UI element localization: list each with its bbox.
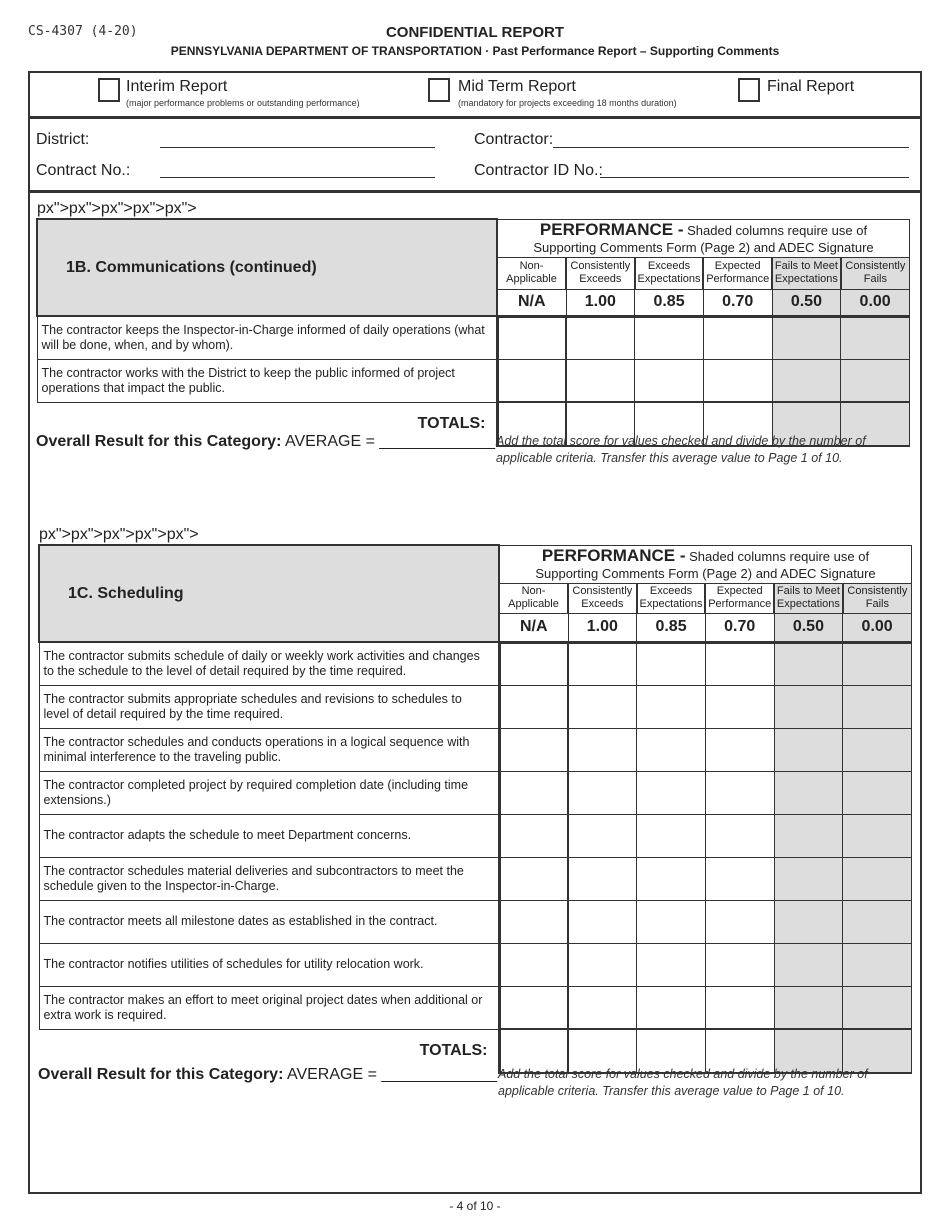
- rating-cell[interactable]: [497, 359, 566, 402]
- overall-result-label: Overall Result for this Category:: [36, 433, 282, 450]
- rating-cell[interactable]: [703, 316, 772, 359]
- rating-cell[interactable]: [843, 642, 912, 685]
- rating-cell[interactable]: [843, 900, 912, 943]
- column-value: 0.70: [703, 289, 772, 316]
- rating-cell[interactable]: [705, 986, 774, 1029]
- column-value: 1.00: [568, 613, 637, 642]
- average-field[interactable]: AVERAGE = _____________: [286, 1066, 498, 1083]
- criteria-text: The contractor makes an effort to meet original project dates when additional or extra work is required.: [39, 986, 499, 1029]
- criteria-row: [39, 685, 912, 728]
- contractor-id-field[interactable]: [600, 177, 909, 178]
- rating-cell[interactable]: [843, 857, 912, 900]
- rating-cell[interactable]: [568, 900, 637, 943]
- column-value: N/A: [497, 289, 566, 316]
- divider: [28, 190, 922, 193]
- column-label: Expected Performance: [703, 257, 772, 289]
- criteria-text: The contractor submits appropriate schedules and revisions to schedules to level of detail required by the time required.: [39, 685, 499, 728]
- final-report-checkbox[interactable]: [738, 78, 760, 102]
- criteria-row: [39, 814, 912, 857]
- rating-cell[interactable]: [705, 814, 774, 857]
- section-title: 1C. Scheduling: [39, 545, 499, 642]
- contract-no-field[interactable]: [160, 177, 435, 178]
- rating-cell[interactable]: [774, 857, 843, 900]
- rating-cell[interactable]: [774, 771, 843, 814]
- mid-term-report-label: Mid Term Report: [458, 78, 576, 95]
- rating-cell[interactable]: [705, 642, 774, 685]
- rating-cell[interactable]: [568, 728, 637, 771]
- criteria-row: [39, 943, 912, 986]
- district-field[interactable]: [160, 147, 435, 148]
- contractor-field[interactable]: [553, 147, 909, 148]
- rating-cell[interactable]: [705, 943, 774, 986]
- column-label: Fails to Meet Expectations: [772, 257, 841, 289]
- contractor-id-label: Contractor ID No.:: [474, 162, 603, 179]
- rating-cell[interactable]: [774, 685, 843, 728]
- rating-cell[interactable]: [635, 316, 704, 359]
- rating-cell[interactable]: [705, 771, 774, 814]
- rating-cell[interactable]: [774, 900, 843, 943]
- criteria-text: The contractor schedules and conducts operations in a logical sequence with minimal interference to the traveling public.: [39, 728, 499, 771]
- interim-report-checkbox[interactable]: [98, 78, 120, 102]
- performance-title-rest: Shaded columns require use of: [687, 222, 868, 238]
- column-label: Exceeds Expectations: [635, 257, 704, 289]
- column-value: 1.00: [566, 289, 635, 316]
- average-field[interactable]: AVERAGE = _____________: [284, 433, 496, 450]
- rating-cell[interactable]: [568, 771, 637, 814]
- criteria-text: The contractor adapts the schedule to meet Department concerns.: [39, 814, 499, 857]
- performance-table: px">px">px">px">px">1C. Scheduling PERFORMANCE - Shaded columns require use of Supporting Comments Form (Page 2) and ADEC Signature Non- Applicable Consistently Exceeds Exceeds Expectations Expected Performance Fails to Meet Expectations Consistently Fails N/A 1.00 0.85 0.70 0.50 0.00 The contractor submits schedule of daily or weekly work activities and changes to the schedule to the level of detail required by the time required. The contractor submits appropriate schedules and revisions to schedules to level of detail required by the time required. The contractor schedules and conducts operations in a logical sequence with minimal interference to the traveling public. The contractor completed project by required completion date (including time extensions.) The contractor adapts the schedule to meet Department concerns. The contractor schedules material deliveries and subcontractors to meet the schedule given to the Inspector-in-Charge. The contractor meets all milestone dates as established in the contract. The contractor notifies utilities of schedules for utility relocation work. The contractor makes an effort to meet original project dates when additional or extra work is required. TOTALS:: [38, 526, 912, 1074]
- rating-cell[interactable]: [568, 857, 637, 900]
- performance-title: PERFORMANCE -: [539, 219, 684, 239]
- column-label: Consistently Fails: [843, 583, 912, 613]
- column-label: Expected Performance: [705, 583, 774, 613]
- criteria-text: The contractor schedules material deliveries and subcontractors to meet the schedule given to the Inspector-in-Charge.: [39, 857, 499, 900]
- rating-cell[interactable]: [637, 943, 706, 986]
- contractor-label: Contractor:: [474, 131, 554, 148]
- rating-cell[interactable]: [843, 728, 912, 771]
- rating-cell[interactable]: [637, 900, 706, 943]
- interim-report-note: (major performance problems or outstanding performance): [126, 98, 360, 108]
- overall-note: Add the total score for values checked and divide by the number of applicable criteria. Transfer this average value to Page 1 of 10.: [498, 1067, 868, 1098]
- form-number: CS-4307 (4-20): [28, 24, 138, 39]
- criteria-text: The contractor meets all milestone dates as established in the contract.: [39, 900, 499, 943]
- page-subtitle: PENNSYLVANIA DEPARTMENT OF TRANSPORTATION · Past Performance Report – Supporting Comments: [170, 44, 780, 58]
- performance-title-line2: Supporting Comments Form (Page 2) and ADEC Signature: [535, 565, 876, 581]
- section-title: 1B. Communications (continued): [37, 219, 497, 316]
- rating-cell[interactable]: [705, 685, 774, 728]
- rating-cell[interactable]: [703, 359, 772, 402]
- column-value: 0.70: [705, 613, 774, 642]
- column-value: N/A: [499, 613, 568, 642]
- rating-cell[interactable]: [499, 771, 568, 814]
- performance-title: PERFORMANCE -: [541, 545, 686, 565]
- rating-cell[interactable]: [705, 728, 774, 771]
- criteria-row: [39, 986, 912, 1029]
- rating-cell[interactable]: [499, 685, 568, 728]
- rating-cell[interactable]: [843, 814, 912, 857]
- rating-cell[interactable]: [843, 771, 912, 814]
- rating-cell[interactable]: [635, 359, 704, 402]
- rating-cell[interactable]: [637, 728, 706, 771]
- performance-title-line2: Supporting Comments Form (Page 2) and ADEC Signature: [533, 239, 874, 255]
- interim-report-label: Interim Report: [126, 78, 228, 95]
- totals-label: TOTALS:: [419, 1042, 488, 1060]
- performance-title-rest: Shaded columns require use of: [689, 548, 870, 564]
- rating-cell[interactable]: [566, 359, 635, 402]
- column-label: Non- Applicable: [497, 257, 566, 289]
- rating-cell[interactable]: [774, 728, 843, 771]
- criteria-text: The contractor notifies utilities of schedules for utility relocation work.: [39, 943, 499, 986]
- overall-result: [36, 433, 495, 451]
- mid-term-report-checkbox[interactable]: [428, 78, 450, 102]
- rating-cell[interactable]: [568, 685, 637, 728]
- criteria-row: [37, 316, 910, 359]
- rating-cell[interactable]: [499, 814, 568, 857]
- report-type-row: [28, 71, 922, 119]
- rating-cell[interactable]: [568, 642, 637, 685]
- rating-cell[interactable]: [637, 771, 706, 814]
- rating-cell[interactable]: [774, 943, 843, 986]
- column-label: Consistently Exceeds: [566, 257, 635, 289]
- criteria-row: [39, 771, 912, 814]
- performance-table: px">px">px">px">px">1B. Communications (continued) PERFORMANCE - Shaded columns require use of Supporting Comments Form (Page 2) and ADEC Signature Non- Applicable Consistently Exceeds Exceeds Expectations Expected Performance Fails to Meet Expectations Consistently Fails N/A 1.00 0.85 0.70 0.50 0.00 The contractor keeps the Inspector-in-Charge informed of daily operations (what will be done, when, and by whom). The contractor works with the District to keep the public informed of project operations that impact the public. TOTALS:: [36, 200, 910, 447]
- rating-cell[interactable]: [499, 943, 568, 986]
- rating-cell[interactable]: [566, 316, 635, 359]
- criteria-text: The contractor submits schedule of daily or weekly work activities and changes to the schedule to the level of detail required by the time required.: [39, 642, 499, 685]
- overall-note: Add the total score for values checked and divide by the number of applicable criteria. Transfer this average value to Page 1 of 10.: [496, 434, 866, 465]
- column-label: Non- Applicable: [499, 583, 568, 613]
- rating-cell[interactable]: [499, 642, 568, 685]
- rating-cell[interactable]: [637, 986, 706, 1029]
- column-value: 0.85: [635, 289, 704, 316]
- column-value: 0.00: [841, 289, 910, 316]
- overall-result-label: Overall Result for this Category:: [38, 1066, 284, 1083]
- criteria-row: [39, 900, 912, 943]
- criteria-text: The contractor keeps the Inspector-in-Charge informed of daily operations (what will be done, when, and by whom).: [37, 316, 497, 359]
- page-number: - 4 of 10 -: [449, 1199, 501, 1213]
- rating-cell[interactable]: [705, 900, 774, 943]
- rating-cell[interactable]: [774, 814, 843, 857]
- rating-cell[interactable]: [637, 857, 706, 900]
- criteria-row: [39, 728, 912, 771]
- performance-header: [499, 545, 912, 583]
- column-value: 0.50: [772, 289, 841, 316]
- overall-result: [38, 1066, 497, 1084]
- criteria-text: The contractor works with the District to keep the public informed of project operations that impact the public.: [37, 359, 497, 402]
- mid-term-report-note: (mandatory for projects exceeding 18 months duration): [458, 98, 677, 108]
- criteria-row: [39, 857, 912, 900]
- rating-cell[interactable]: [497, 316, 566, 359]
- rating-cell[interactable]: [841, 316, 910, 359]
- column-label: Exceeds Expectations: [637, 583, 706, 613]
- column-label: Consistently Exceeds: [568, 583, 637, 613]
- rating-cell[interactable]: [843, 943, 912, 986]
- rating-cell[interactable]: [841, 359, 910, 402]
- performance-header: [497, 219, 910, 257]
- column-value: 0.85: [637, 613, 706, 642]
- rating-cell[interactable]: [568, 814, 637, 857]
- rating-cell[interactable]: [772, 359, 841, 402]
- rating-cell[interactable]: [637, 814, 706, 857]
- rating-cell[interactable]: [568, 943, 637, 986]
- rating-cell[interactable]: [843, 685, 912, 728]
- totals-label: TOTALS:: [417, 415, 486, 433]
- rating-cell[interactable]: [499, 986, 568, 1029]
- criteria-text: The contractor completed project by required completion date (including time extensions.): [39, 771, 499, 814]
- final-report-label: Final Report: [767, 78, 855, 95]
- criteria-row: [37, 359, 910, 402]
- column-value: 0.50: [774, 613, 843, 642]
- column-label: Fails to Meet Expectations: [774, 583, 843, 613]
- rating-cell[interactable]: [499, 728, 568, 771]
- criteria-row: [39, 642, 912, 685]
- rating-cell[interactable]: [772, 316, 841, 359]
- rating-cell[interactable]: [637, 685, 706, 728]
- column-label: Consistently Fails: [841, 257, 910, 289]
- rating-cell[interactable]: [774, 642, 843, 685]
- district-label: District:: [36, 131, 90, 148]
- rating-cell[interactable]: [843, 986, 912, 1029]
- rating-cell[interactable]: [637, 642, 706, 685]
- page-title: CONFIDENTIAL REPORT: [385, 24, 565, 41]
- rating-cell[interactable]: [568, 986, 637, 1029]
- rating-cell[interactable]: [499, 900, 568, 943]
- contract-no-label: Contract No.:: [36, 162, 131, 179]
- rating-cell[interactable]: [499, 857, 568, 900]
- column-value: 0.00: [843, 613, 912, 642]
- rating-cell[interactable]: [705, 857, 774, 900]
- rating-cell[interactable]: [774, 986, 843, 1029]
